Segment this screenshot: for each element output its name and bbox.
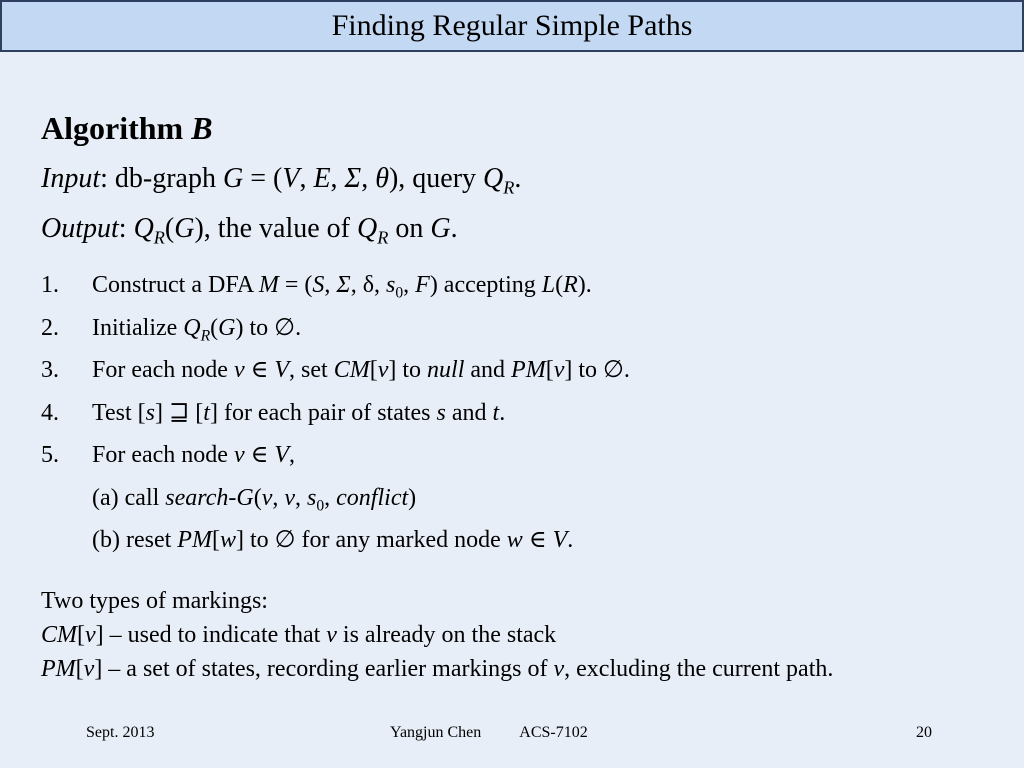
- footer-course: ACS-7102: [519, 724, 588, 741]
- footer-author: Yangjun Chen: [390, 724, 482, 741]
- algorithm-heading-name: B: [191, 110, 213, 146]
- footer-author-course: [390, 724, 588, 742]
- slide-content: [41, 104, 1001, 686]
- pm-marking-line: PM[v] – a set of states, recording earlier markings of v, excluding the current path.: [41, 655, 834, 682]
- step-number: 2.: [41, 314, 59, 341]
- step-number: 3.: [41, 357, 59, 383]
- substep-item: (b) reset PM[w] to ∅ for any marked node w ∈ V.: [92, 527, 574, 553]
- input-line: Input: db-graph G = (V, E, Σ, θ), query $Q_R$.: [41, 163, 522, 198]
- markings-intro: Two types of markings:: [41, 587, 268, 614]
- slide-title-bar: [0, 0, 1024, 52]
- step-item: 3. For each node v ∈ V, set CM[v] to null and PM[v] to ∅.: [41, 349, 1001, 392]
- slide-title: Finding Regular Simple Paths: [331, 9, 693, 42]
- algorithm-heading-text: Algorithm: [41, 110, 184, 146]
- footer-date: Sept. 2013: [86, 724, 155, 741]
- step-number: 4.: [41, 399, 59, 426]
- cm-marking-line: CM[v] – used to indicate that v is already on the stack: [41, 621, 557, 648]
- algorithm-heading: [41, 104, 1001, 152]
- step-number: 1.: [41, 272, 59, 298]
- step-number: 5.: [41, 442, 59, 468]
- step-item: 2. Initialize $Q_R(G)$ to ∅.: [41, 307, 1001, 350]
- output-label: Output: [41, 213, 119, 244]
- step-item: 4. Test [s] ⊒ [t] for each pair of states s and t.: [41, 392, 1001, 435]
- markings-notes: [41, 584, 1001, 686]
- step-item: 1. Construct a DFA M = (S, Σ, δ, $s_0$, F) accepting L(R).: [41, 264, 1001, 307]
- footer-page-number: 20: [916, 724, 932, 741]
- algorithm-steps: [41, 264, 1001, 477]
- input-label: Input: [41, 163, 101, 194]
- substep-item: (a) call search-G(v, v, $s_0$, conflict): [92, 484, 417, 514]
- step-item: 5. For each node v ∈ V,: [41, 434, 1001, 477]
- output-line: Output: $Q_R(G)$, the value of $Q_R$ on G.: [41, 213, 458, 248]
